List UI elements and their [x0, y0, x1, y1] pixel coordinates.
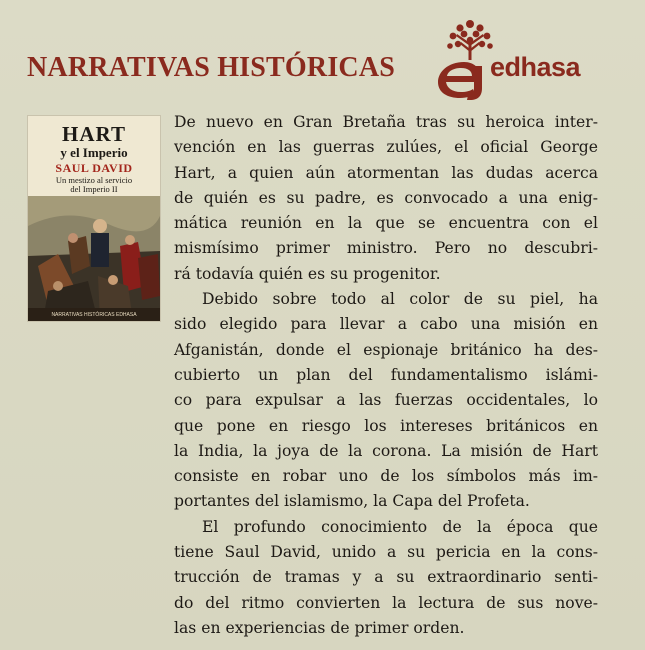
cover-tagline-line-1: Un mestizo al servicio: [55, 175, 133, 185]
publisher-name: edhasa: [490, 52, 581, 82]
text-line: trucción de tramas y a su extraordinario senti-: [174, 568, 598, 587]
collection-title: NARRATIVAS HISTÓRICAS: [27, 52, 396, 83]
text-line: co para expulsar a las fuerzas occidentales, lo: [174, 391, 598, 410]
text-line: sido elegido para llevar a cabo una misión en: [174, 315, 598, 334]
text-line: la India, la joya de la corona. La misión de Hart: [174, 441, 598, 460]
cover-author: SAUL DAVID: [55, 161, 133, 175]
text-line: de quién es su padre, es convocado a una enig-: [174, 188, 598, 207]
text-line: mismísimo primer ministro. Pero no descubri-: [174, 239, 598, 258]
cover-tagline: [28, 176, 160, 194]
text-line: do del ritmo convierten la lectura de sus nove-: [174, 593, 598, 612]
synopsis-paragraph-1: [174, 110, 598, 287]
text-line: las en experiencias de primer orden.: [174, 618, 465, 637]
synopsis-paragraph-3: [174, 515, 598, 641]
cover-tagline-line-2: del Imperio II: [70, 184, 118, 194]
text-line: consiste en robar uno de los símbolos más im-: [174, 467, 598, 486]
synopsis-paragraph-2: [174, 287, 598, 515]
text-line: De nuevo en Gran Bretaña tras su heroica inter-: [174, 113, 598, 131]
text-line: tiene Saul David, unido a su pericia en la cons-: [174, 543, 598, 562]
text-line: Hart, a quien aún atormentan las dudas acerca: [174, 163, 598, 182]
cover-title: HART: [62, 122, 126, 146]
cover-painting: [28, 196, 160, 321]
synopsis-text: [174, 110, 598, 641]
cover-footer: NARRATIVAS HISTÓRICAS EDHASA: [51, 312, 137, 318]
text-line: que pone en riesgo los intereses británicos en: [174, 416, 598, 435]
tree-icon: [447, 20, 493, 60]
text-line: cubierto un plan del fundamentalismo islámi-: [174, 365, 598, 384]
text-line: Afganistán, donde el espionaje británico ha des-: [174, 340, 598, 359]
text-line: mática reunión en la que se encuentra con el: [174, 214, 598, 233]
text-line: rá todavía quién es su progenitor.: [174, 264, 441, 283]
text-line: El profundo conocimiento de la época que: [202, 517, 598, 536]
text-line: vención en las guerras zulúes, el oficial George: [174, 138, 598, 157]
book-cover-thumbnail: [28, 116, 160, 321]
text-line: portantes del islamismo, la Capa del Profeta.: [174, 492, 530, 511]
text-line: Debido sobre todo al color de su piel, ha: [202, 290, 598, 309]
cover-subtitle: y el Imperio: [60, 145, 128, 160]
